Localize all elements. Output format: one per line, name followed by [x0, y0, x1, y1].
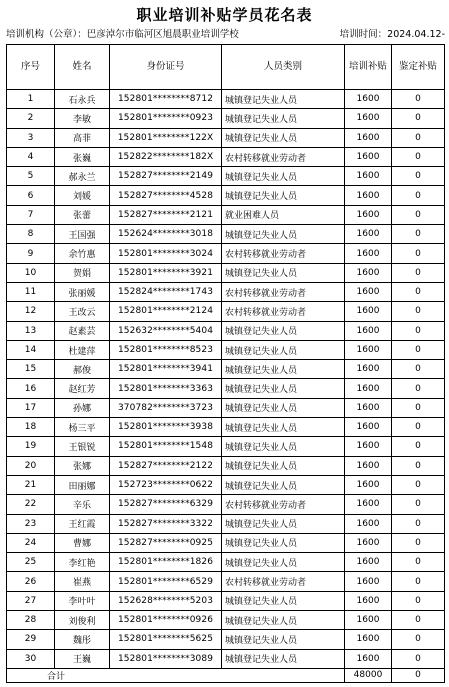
row-appraisal-subsidy: 0 — [392, 495, 445, 514]
row-id-number: 152801********5625 — [110, 630, 222, 649]
row-appraisal-subsidy: 0 — [392, 263, 445, 282]
row-category: 城镇登记失业人员 — [222, 437, 345, 456]
row-training-subsidy: 1600 — [345, 225, 392, 244]
row-category: 城镇登记失业人员 — [222, 225, 345, 244]
row-id-number: 152801********3941 — [110, 360, 222, 379]
row-id-number: 152723********0622 — [110, 475, 222, 494]
row-index: 26 — [7, 572, 55, 591]
row-name: 杜建萍 — [55, 340, 110, 359]
row-training-subsidy: 1600 — [345, 263, 392, 282]
table-row — [7, 398, 445, 417]
row-id-number: 152801********6529 — [110, 572, 222, 591]
table-row — [7, 611, 445, 630]
row-index: 30 — [7, 649, 55, 668]
table-row — [7, 553, 445, 572]
row-training-subsidy: 1600 — [345, 418, 392, 437]
total-row — [7, 668, 445, 682]
row-category: 城镇登记失业人员 — [222, 514, 345, 533]
row-appraisal-subsidy: 0 — [392, 514, 445, 533]
row-appraisal-subsidy: 0 — [392, 572, 445, 591]
table-row — [7, 244, 445, 263]
row-name: 张丽媛 — [55, 282, 110, 301]
row-appraisal-subsidy: 0 — [392, 225, 445, 244]
row-name: 王银锐 — [55, 437, 110, 456]
row-id-number: 152827********0925 — [110, 533, 222, 552]
row-id-number: 370782********3723 — [110, 398, 222, 417]
header-name: 姓名 — [55, 45, 110, 90]
row-index: 21 — [7, 475, 55, 494]
row-index: 24 — [7, 533, 55, 552]
row-name: 王改云 — [55, 302, 110, 321]
table-row — [7, 379, 445, 398]
total-appraisal-subsidy: 0 — [392, 668, 445, 682]
row-category: 城镇登记失业人员 — [222, 340, 345, 359]
row-category: 农村转移就业劳动者 — [222, 282, 345, 301]
table-row — [7, 282, 445, 301]
row-id-number: 152827********6329 — [110, 495, 222, 514]
row-training-subsidy: 1600 — [345, 475, 392, 494]
row-id-number: 152822********182X — [110, 147, 222, 166]
row-name: 赵素芸 — [55, 321, 110, 340]
row-appraisal-subsidy: 0 — [392, 90, 445, 109]
row-training-subsidy: 1600 — [345, 611, 392, 630]
table-row — [7, 495, 445, 514]
row-name: 张娜 — [55, 456, 110, 475]
row-training-subsidy: 1600 — [345, 340, 392, 359]
table-header-row — [7, 45, 445, 90]
document-title: 职业培训补贴学员花名表 — [136, 6, 313, 24]
row-category: 城镇登记失业人员 — [222, 611, 345, 630]
row-index: 28 — [7, 611, 55, 630]
table-row — [7, 418, 445, 437]
row-training-subsidy: 1600 — [345, 398, 392, 417]
row-category: 城镇登记失业人员 — [222, 379, 345, 398]
row-id-number: 152801********3024 — [110, 244, 222, 263]
row-name: 李红艳 — [55, 553, 110, 572]
row-index: 20 — [7, 456, 55, 475]
row-training-subsidy: 1600 — [345, 302, 392, 321]
row-id-number: 152624********3018 — [110, 225, 222, 244]
row-id-number: 152628********5203 — [110, 591, 222, 610]
row-index: 15 — [7, 360, 55, 379]
row-index: 16 — [7, 379, 55, 398]
row-appraisal-subsidy: 0 — [392, 649, 445, 668]
row-name: 王红霞 — [55, 514, 110, 533]
total-label: 合计 — [7, 668, 345, 682]
row-id-number: 152827********2149 — [110, 167, 222, 186]
table-row — [7, 514, 445, 533]
row-appraisal-subsidy: 0 — [392, 611, 445, 630]
row-name: 李敏 — [55, 109, 110, 128]
row-index: 19 — [7, 437, 55, 456]
table-row — [7, 591, 445, 610]
total-training-subsidy: 48000 — [345, 668, 392, 682]
row-index: 14 — [7, 340, 55, 359]
row-name: 张蕾 — [55, 205, 110, 224]
row-appraisal-subsidy: 0 — [392, 475, 445, 494]
row-category: 城镇登记失业人员 — [222, 649, 345, 668]
table-row — [7, 649, 445, 668]
table-row — [7, 340, 445, 359]
row-training-subsidy: 1600 — [345, 205, 392, 224]
row-name: 余竹惠 — [55, 244, 110, 263]
table-row — [7, 572, 445, 591]
row-id-number: 152801********8523 — [110, 340, 222, 359]
row-appraisal-subsidy: 0 — [392, 167, 445, 186]
row-index: 11 — [7, 282, 55, 301]
row-name: 杨三平 — [55, 418, 110, 437]
row-category: 城镇登记失业人员 — [222, 167, 345, 186]
row-index: 27 — [7, 591, 55, 610]
row-category: 城镇登记失业人员 — [222, 418, 345, 437]
row-index: 23 — [7, 514, 55, 533]
header-category: 人员类别 — [222, 45, 345, 90]
header-id-number: 身份证号 — [110, 45, 222, 90]
row-id-number: 152827********3322 — [110, 514, 222, 533]
row-appraisal-subsidy: 0 — [392, 533, 445, 552]
row-name: 刘媛 — [55, 186, 110, 205]
row-appraisal-subsidy: 0 — [392, 398, 445, 417]
row-training-subsidy: 1600 — [345, 553, 392, 572]
row-appraisal-subsidy: 0 — [392, 109, 445, 128]
table-row — [7, 360, 445, 379]
row-training-subsidy: 1600 — [345, 90, 392, 109]
row-appraisal-subsidy: 0 — [392, 186, 445, 205]
row-appraisal-subsidy: 0 — [392, 340, 445, 359]
row-category: 农村转移就业劳动者 — [222, 244, 345, 263]
table-row — [7, 186, 445, 205]
row-training-subsidy: 1600 — [345, 147, 392, 166]
row-index: 29 — [7, 630, 55, 649]
row-training-subsidy: 1600 — [345, 128, 392, 147]
row-category: 城镇登记失业人员 — [222, 591, 345, 610]
row-training-subsidy: 1600 — [345, 109, 392, 128]
row-category: 城镇登记失业人员 — [222, 475, 345, 494]
row-id-number: 152801********122X — [110, 128, 222, 147]
row-category: 城镇登记失业人员 — [222, 128, 345, 147]
table-row — [7, 630, 445, 649]
row-index: 10 — [7, 263, 55, 282]
row-name: 张巍 — [55, 147, 110, 166]
table-body — [7, 90, 445, 669]
header-appraisal-subsidy: 鉴定补贴 — [392, 45, 445, 90]
row-category: 城镇登记失业人员 — [222, 360, 345, 379]
row-id-number: 152801********3363 — [110, 379, 222, 398]
row-training-subsidy: 1600 — [345, 360, 392, 379]
row-name: 赵红芳 — [55, 379, 110, 398]
row-id-number: 152801********3938 — [110, 418, 222, 437]
row-index: 7 — [7, 205, 55, 224]
table-row — [7, 321, 445, 340]
row-index: 6 — [7, 186, 55, 205]
row-index: 18 — [7, 418, 55, 437]
row-index: 17 — [7, 398, 55, 417]
row-appraisal-subsidy: 0 — [392, 437, 445, 456]
row-name: 魏彤 — [55, 630, 110, 649]
row-category: 城镇登记失业人员 — [222, 109, 345, 128]
row-training-subsidy: 1600 — [345, 244, 392, 263]
row-id-number: 152801********3089 — [110, 649, 222, 668]
row-name: 郝俊 — [55, 360, 110, 379]
row-category: 城镇登记失业人员 — [222, 321, 345, 340]
row-appraisal-subsidy: 0 — [392, 321, 445, 340]
row-appraisal-subsidy: 0 — [392, 205, 445, 224]
row-training-subsidy: 1600 — [345, 649, 392, 668]
row-training-subsidy: 1600 — [345, 379, 392, 398]
table-row — [7, 90, 445, 109]
row-appraisal-subsidy: 0 — [392, 630, 445, 649]
trainee-table — [6, 44, 445, 683]
table-row — [7, 205, 445, 224]
row-id-number: 152801********1826 — [110, 553, 222, 572]
row-id-number: 152632********5404 — [110, 321, 222, 340]
row-index: 1 — [7, 90, 55, 109]
row-training-subsidy: 1600 — [345, 495, 392, 514]
row-name: 王巍 — [55, 649, 110, 668]
row-category: 城镇登记失业人员 — [222, 553, 345, 572]
row-index: 9 — [7, 244, 55, 263]
row-index: 4 — [7, 147, 55, 166]
row-name: 郝永兰 — [55, 167, 110, 186]
row-training-subsidy: 1600 — [345, 456, 392, 475]
row-index: 25 — [7, 553, 55, 572]
row-id-number: 152827********4528 — [110, 186, 222, 205]
row-appraisal-subsidy: 0 — [392, 553, 445, 572]
table-row — [7, 147, 445, 166]
row-index: 12 — [7, 302, 55, 321]
table-row — [7, 437, 445, 456]
row-id-number: 152824********1743 — [110, 282, 222, 301]
row-category: 农村转移就业劳动者 — [222, 495, 345, 514]
row-name: 李叶叶 — [55, 591, 110, 610]
table-row — [7, 263, 445, 282]
row-training-subsidy: 1600 — [345, 591, 392, 610]
row-id-number: 152801********0923 — [110, 109, 222, 128]
row-category: 城镇登记失业人员 — [222, 263, 345, 282]
row-appraisal-subsidy: 0 — [392, 147, 445, 166]
row-appraisal-subsidy: 0 — [392, 282, 445, 301]
row-name: 孙娜 — [55, 398, 110, 417]
table-row — [7, 475, 445, 494]
row-appraisal-subsidy: 0 — [392, 128, 445, 147]
row-training-subsidy: 1600 — [345, 186, 392, 205]
row-training-subsidy: 1600 — [345, 572, 392, 591]
row-appraisal-subsidy: 0 — [392, 244, 445, 263]
row-appraisal-subsidy: 0 — [392, 302, 445, 321]
row-appraisal-subsidy: 0 — [392, 379, 445, 398]
row-training-subsidy: 1600 — [345, 533, 392, 552]
row-id-number: 152801********8712 — [110, 90, 222, 109]
row-training-subsidy: 1600 — [345, 282, 392, 301]
table-row — [7, 533, 445, 552]
row-category: 城镇登记失业人员 — [222, 186, 345, 205]
table-row — [7, 456, 445, 475]
row-index: 8 — [7, 225, 55, 244]
row-id-number: 152801********2124 — [110, 302, 222, 321]
row-category: 城镇登记失业人员 — [222, 456, 345, 475]
row-category: 农村转移就业劳动者 — [222, 147, 345, 166]
row-id-number: 152801********0926 — [110, 611, 222, 630]
row-category: 农村转移就业劳动者 — [222, 572, 345, 591]
header-training-subsidy: 培训补贴 — [345, 45, 392, 90]
row-name: 曹娜 — [55, 533, 110, 552]
training-organization: 培训机构（公章）：巴彦淖尔市临河区旭晨职业培训学校 — [6, 29, 239, 40]
row-training-subsidy: 1600 — [345, 514, 392, 533]
row-category: 城镇登记失业人员 — [222, 533, 345, 552]
row-name: 辛乐 — [55, 495, 110, 514]
row-name: 贺娟 — [55, 263, 110, 282]
row-id-number: 152827********2121 — [110, 205, 222, 224]
row-appraisal-subsidy: 0 — [392, 360, 445, 379]
row-category: 城镇登记失业人员 — [222, 90, 345, 109]
row-name: 崔燕 — [55, 572, 110, 591]
row-index: 2 — [7, 109, 55, 128]
training-time: 培训时间：2024.04.12- — [339, 29, 445, 40]
row-name: 高菲 — [55, 128, 110, 147]
row-index: 22 — [7, 495, 55, 514]
row-appraisal-subsidy: 0 — [392, 591, 445, 610]
row-name: 石永兵 — [55, 90, 110, 109]
row-category: 就业困难人员 — [222, 205, 345, 224]
row-name: 刘俊利 — [55, 611, 110, 630]
row-appraisal-subsidy: 0 — [392, 456, 445, 475]
row-name: 王国强 — [55, 225, 110, 244]
row-appraisal-subsidy: 0 — [392, 418, 445, 437]
row-training-subsidy: 1600 — [345, 167, 392, 186]
document-meta — [6, 26, 445, 40]
table-row — [7, 225, 445, 244]
row-category: 城镇登记失业人员 — [222, 630, 345, 649]
row-id-number: 152801********1548 — [110, 437, 222, 456]
header-index: 序号 — [7, 45, 55, 90]
row-index: 5 — [7, 167, 55, 186]
row-category: 农村转移就业劳动者 — [222, 302, 345, 321]
row-id-number: 152801********3921 — [110, 263, 222, 282]
row-index: 3 — [7, 128, 55, 147]
row-training-subsidy: 1600 — [345, 437, 392, 456]
table-row — [7, 109, 445, 128]
table-row — [7, 302, 445, 321]
row-training-subsidy: 1600 — [345, 321, 392, 340]
row-id-number: 152827********2122 — [110, 456, 222, 475]
table-row — [7, 167, 445, 186]
row-training-subsidy: 1600 — [345, 630, 392, 649]
table-row — [7, 128, 445, 147]
row-index: 13 — [7, 321, 55, 340]
row-category: 城镇登记失业人员 — [222, 398, 345, 417]
row-name: 田丽娜 — [55, 475, 110, 494]
